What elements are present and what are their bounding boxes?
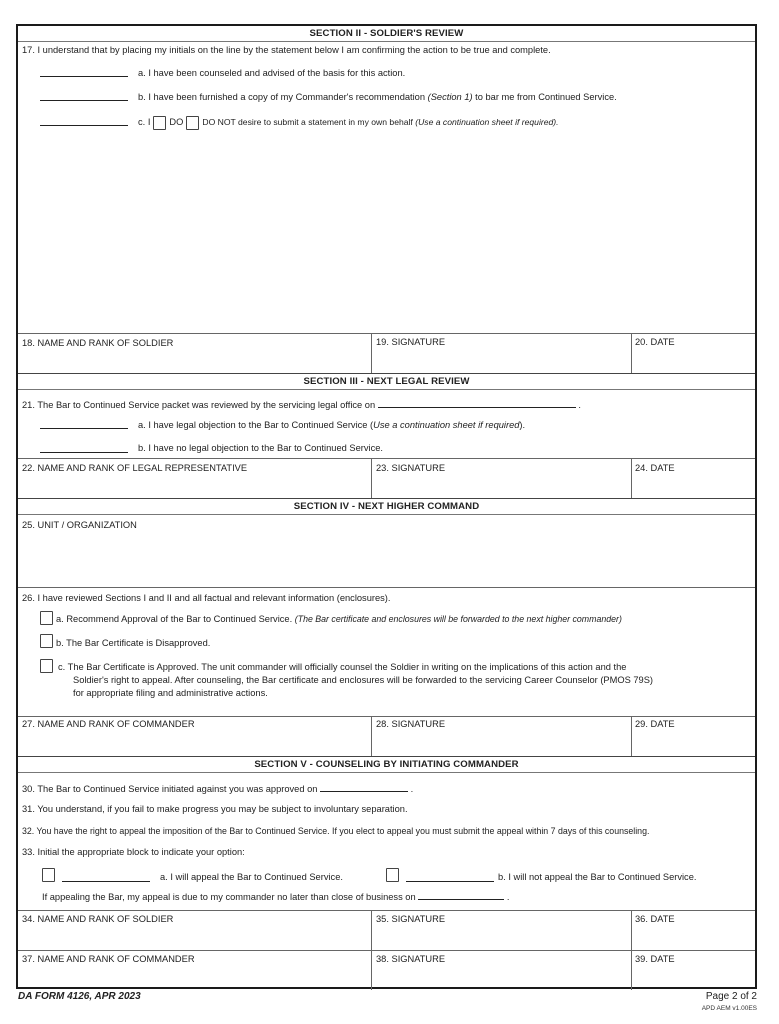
- soldier-34-field[interactable]: [18, 926, 370, 950]
- period: .: [506, 892, 510, 902]
- checkbox-33a[interactable]: [42, 868, 55, 882]
- signature-35-field[interactable]: [372, 926, 630, 950]
- item-17b-italic: (Section 1): [427, 92, 473, 102]
- item-21-text: [22, 398, 581, 411]
- item-26-text: 26. I have reviewed Sections I and II and all factual and relevant information (enclosures).: [22, 593, 391, 603]
- checkbox-26a[interactable]: [40, 611, 53, 625]
- label-18-name-rank-soldier: 18. NAME AND RANK OF SOLDIER: [22, 338, 174, 348]
- section-iii-header: SECTION III - NEXT LEGAL REVIEW: [18, 374, 755, 390]
- commander-37-field[interactable]: [18, 966, 370, 988]
- item-17c-donot: DO NOT desire to submit a statement in my own behalf: [202, 117, 416, 127]
- legal-rep-field[interactable]: [18, 474, 370, 498]
- section-ii-header: SECTION II - SOLDIER'S REVIEW: [18, 26, 755, 42]
- item-21a-post: ).: [519, 420, 526, 430]
- item-17c-do: DO: [169, 117, 184, 127]
- signature-28-field[interactable]: [372, 730, 630, 756]
- legal-review-date-field[interactable]: [378, 398, 576, 408]
- label-22-legal-rep: 22. NAME AND RANK OF LEGAL REPRESENTATIVE: [22, 463, 248, 473]
- checkbox-33b[interactable]: [386, 868, 399, 882]
- checkbox-26b[interactable]: [40, 634, 53, 648]
- do-not-checkbox[interactable]: [186, 116, 199, 130]
- date-24-field[interactable]: [632, 474, 755, 498]
- label-27-commander: 27. NAME AND RANK OF COMMANDER: [22, 719, 195, 729]
- unit-organization-field[interactable]: [18, 531, 755, 586]
- item-17c-pre: c. I: [138, 117, 151, 127]
- appeal-due-text: [42, 890, 509, 903]
- do-checkbox[interactable]: [153, 116, 166, 130]
- form-page: [16, 24, 757, 989]
- item-21b-text: b. I have no legal objection to the Bar to Continued Service.: [138, 443, 383, 453]
- item-26a-italic: (The Bar certificate and enclosures will be forwarded to the next higher commander): [294, 614, 622, 624]
- signature-23-field[interactable]: [372, 474, 630, 498]
- label-34-soldier: 34. NAME AND RANK OF SOLDIER: [22, 914, 174, 924]
- appeal-due-date-field[interactable]: [418, 890, 504, 900]
- initials-33b-field[interactable]: [406, 881, 494, 882]
- commander-field[interactable]: [18, 730, 370, 756]
- section-iv-header: SECTION IV - NEXT HIGHER COMMAND: [18, 499, 755, 515]
- date-39-field[interactable]: [632, 966, 755, 988]
- label-36-date: 36. DATE: [635, 914, 675, 924]
- appeal-due-label: If appealing the Bar, my appeal is due to my commander no later than close of business on: [42, 892, 416, 902]
- label-25-unit: 25. UNIT / ORGANIZATION: [22, 520, 137, 530]
- date-29-field[interactable]: [632, 730, 755, 756]
- divider: [18, 910, 755, 911]
- page-number: Page 2 of 2: [705, 991, 757, 1002]
- signature-38-field[interactable]: [372, 966, 630, 988]
- statement-area[interactable]: [22, 136, 753, 332]
- item-26c-line2: Soldier's right to appeal. After counseling, the Bar certificate and enclosures will be forwarded to the servicing Career Counselor (PMOS 79S): [73, 675, 654, 685]
- item-17c-italic: (Use a continuation sheet if required).: [415, 117, 559, 127]
- initials-17c-field[interactable]: [40, 125, 128, 126]
- initials-17a-field[interactable]: [40, 76, 128, 77]
- item-26a-pre: a. Recommend Approval of the Bar to Continued Service.: [56, 614, 295, 624]
- checkbox-26c[interactable]: [40, 659, 53, 673]
- item-26c-line1: c. The Bar Certificate is Approved. The unit commander will officially counsel the Soldier in writing on the implications of this action and the: [58, 662, 627, 672]
- label-38-signature: 38. SIGNATURE: [376, 954, 446, 964]
- divider: [18, 333, 755, 334]
- approval-date-field[interactable]: [320, 782, 408, 792]
- form-id: DA FORM 4126, APR 2023: [18, 991, 141, 1002]
- initials-21b-field[interactable]: [40, 452, 128, 453]
- form-version: APD AEM v1.00ES: [701, 1005, 757, 1012]
- item-21a-pre: a. I have legal objection to the Bar to Continued Service (: [138, 420, 374, 430]
- item-26c-line3: for appropriate filing and administrative actions.: [73, 688, 268, 698]
- date-20-field[interactable]: [632, 348, 755, 372]
- item-17c-text: [138, 114, 559, 130]
- item-33-text: 33. Initial the appropriate block to indicate your option:: [22, 847, 245, 857]
- item-17b-post: to bar me from Continued Service.: [472, 92, 617, 102]
- item-21-label: 21. The Bar to Continued Service packet was reviewed by the servicing legal office on: [22, 400, 376, 410]
- initials-33a-field[interactable]: [62, 881, 150, 882]
- label-24-date: 24. DATE: [635, 463, 675, 473]
- divider: [18, 716, 755, 717]
- signature-19-field[interactable]: [372, 348, 630, 372]
- label-23-signature: 23. SIGNATURE: [376, 463, 446, 473]
- initials-21a-field[interactable]: [40, 428, 128, 429]
- divider: [18, 458, 755, 459]
- label-19-signature: 19. SIGNATURE: [376, 337, 446, 347]
- divider: [18, 587, 755, 588]
- initials-17b-field[interactable]: [40, 100, 128, 101]
- item-32-text: 32. You have the right to appeal the imposition of the Bar to Continued Service. If you elect to appeal you must submit the appeal within 7 days of this counseling.: [22, 826, 650, 836]
- item-31-text: 31. You understand, if you fail to make progress you may be subject to involuntary separation.: [22, 804, 408, 814]
- item-17b-pre: b. I have been furnished a copy of my Commander's recommendation: [138, 92, 428, 102]
- name-rank-soldier-field[interactable]: [18, 348, 370, 372]
- item-21a-text: [138, 419, 525, 431]
- period: .: [578, 400, 581, 410]
- item-17b-text: [138, 91, 617, 103]
- label-20-date: 20. DATE: [635, 337, 675, 347]
- item-26b-text: b. The Bar Certificate is Disapproved.: [56, 638, 211, 648]
- section-v-header: SECTION V - COUNSELING BY INITIATING COMMANDER: [18, 757, 755, 773]
- period: .: [410, 784, 414, 794]
- item-21a-italic: Use a continuation sheet if required: [373, 420, 520, 430]
- divider: [18, 950, 755, 951]
- item-30-text: [22, 782, 413, 795]
- label-39-date: 39. DATE: [635, 954, 675, 964]
- label-29-date: 29. DATE: [635, 719, 675, 729]
- item-30-label: 30. The Bar to Continued Service initiated against you was approved on: [22, 784, 318, 794]
- label-35-signature: 35. SIGNATURE: [376, 914, 446, 924]
- label-28-signature: 28. SIGNATURE: [376, 719, 446, 729]
- item-17a-text: a. I have been counseled and advised of the basis for this action.: [138, 68, 406, 78]
- item-17-text: 17. I understand that by placing my initials on the line by the statement below I am confirming the action to be true and complete.: [22, 45, 551, 55]
- date-36-field[interactable]: [632, 926, 755, 950]
- item-26a-text: [56, 613, 622, 625]
- label-37-commander: 37. NAME AND RANK OF COMMANDER: [22, 954, 195, 964]
- item-33b-text: b. I will not appeal the Bar to Continued Service.: [498, 872, 697, 882]
- item-33a-text: a. I will appeal the Bar to Continued Service.: [160, 872, 343, 882]
